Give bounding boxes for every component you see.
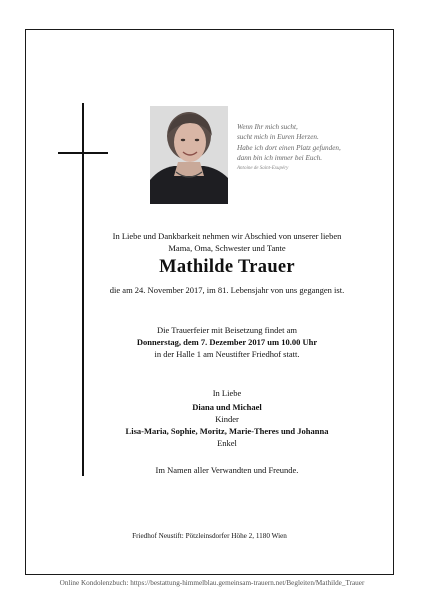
quote-line: Habe ich dort einen Platz gefunden,: [237, 143, 341, 152]
mourners-heading: In Liebe: [212, 388, 242, 398]
cross-icon-horizontal: [58, 152, 108, 154]
mourners-children-label: Kinder: [215, 414, 239, 424]
condolence-book-link[interactable]: Online Kondolenzbuch: https://bestattung-himmelblau.gemeinsam-trauern.net/Begleiten/Mathilde_Trauer: [59, 579, 365, 587]
quote-line: sucht mich in Euren Herzen.: [237, 133, 319, 142]
portrait-photo: [150, 106, 228, 204]
quote-block: [237, 122, 387, 174]
intro-line-1: In Liebe und Dankbarkeit nehmen wir Abschied von unserer lieben: [112, 231, 342, 241]
intro-line-2: Mama, Oma, Schwester und Tante: [168, 243, 286, 253]
ceremony-date: Donnerstag, dem 7. Dezember 2017 um 10.00 Uhr: [136, 337, 318, 347]
closing-line: Im Namen aller Verwandten und Freunde.: [155, 465, 299, 475]
quote-line: Wenn Ihr mich sucht,: [237, 123, 298, 131]
mourners-grandchildren: Lisa-Maria, Sophie, Moritz, Marie-Theres und Johanna: [125, 426, 329, 436]
quote-author: Antoine de Saint-Exupéry: [237, 165, 289, 171]
mourners-children: Diana und Michael: [192, 402, 262, 412]
death-line: die am 24. November 2017, im 81. Lebensjahr von uns gegangen ist.: [109, 285, 345, 295]
mourners-grandchildren-label: Enkel: [217, 438, 237, 448]
ceremony-line-1: Die Trauerfeier mit Beisetzung findet am: [157, 325, 297, 335]
quote-line: dann bin ich immer bei Euch.: [237, 154, 323, 163]
cemetery-address: Friedhof Neustift: Pötzleinsdorfer Höhe 2, 1180 Wien: [132, 532, 287, 540]
ceremony-location: in der Halle 1 am Neustifter Friedhof statt.: [154, 349, 300, 359]
deceased-name: Mathilde Trauer: [159, 257, 295, 277]
